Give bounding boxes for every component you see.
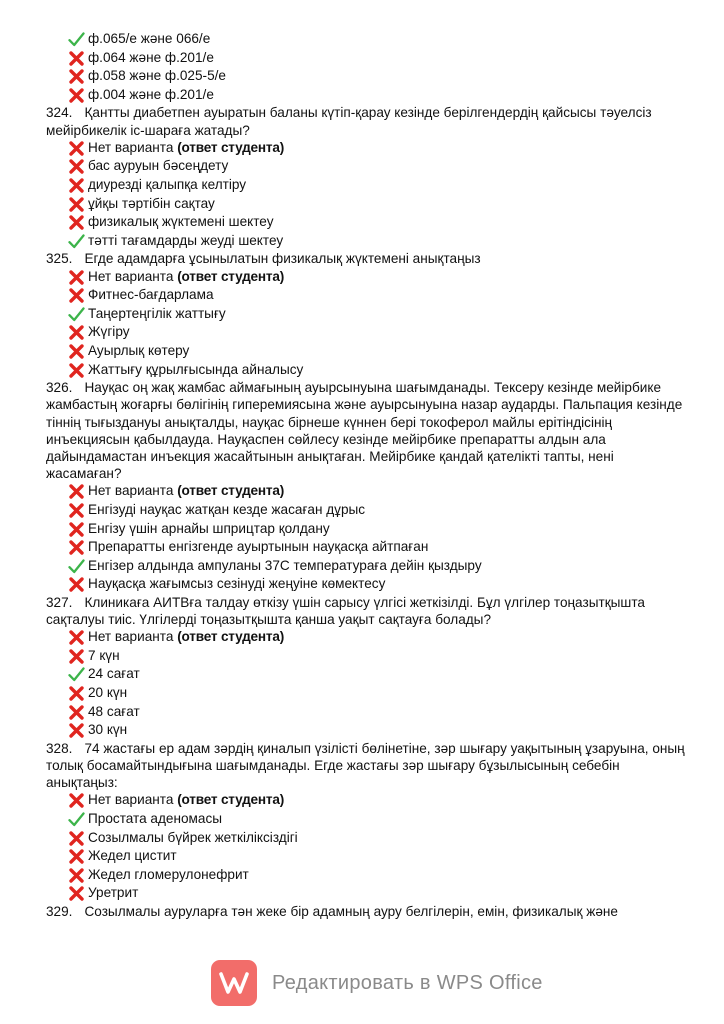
cross-icon	[68, 885, 85, 902]
answer-option-label: Енгізу үшін арнайы шприцтар қолдану	[88, 520, 330, 536]
question-number: 329.	[46, 904, 73, 920]
cross-icon	[68, 196, 85, 213]
answer-option-label: диурезді қалыпқа келтіру	[88, 176, 247, 192]
student-answer-tag: (ответ студента)	[177, 268, 285, 284]
cross-icon	[68, 362, 85, 379]
answer-option	[46, 49, 686, 68]
checkmark-icon	[68, 306, 85, 323]
answer-option-label: Жедел гломерулонефрит	[88, 866, 249, 882]
answer-option-label: Нет варианта	[88, 629, 174, 645]
answer-option	[46, 67, 686, 86]
question-body: Науқас оң жақ жамбас аймағының ауырсынуына шағымданады. Тексеру кезінде мейірбике жамбастың жоғарғы бөлігінің гиперемиясына және ауырсынуына назар аударды. Пальпация кезінде тіннің тығыздануы анықталды, науқас бірнеше күннен бері токоферол майлы ерітіндісінің инъекциясын қабылдауда. Науқаспен сөйлесу кезінде мейірбике препаратты алдын ала дайындамастан инъекция жасайтынын анықтаған. Мейірбике қандай қателікті тапты, нені жасамаған?	[46, 380, 683, 482]
answer-option-label: Науқасқа жағымсыз сезінуді жеңуіне көмектесу	[88, 576, 386, 592]
answer-option-label: ф.004 және ф.201/е	[88, 86, 214, 102]
answer-option-label: Уретрит	[88, 885, 139, 901]
answer-option	[46, 810, 686, 829]
cross-icon	[68, 704, 85, 721]
question-number: 324.	[46, 105, 73, 121]
question-text	[46, 250, 686, 267]
answer-option	[46, 520, 686, 539]
answer-option-label: Енгізер алдында ампуланы 37С температураға дейін қыздыру	[88, 557, 482, 573]
answer-option	[46, 323, 686, 342]
answer-option	[46, 305, 686, 324]
answer-option-label: 7 күн	[88, 647, 120, 663]
question-body: Қантты диабетпен ауыратын баланы күтіп-қарау кезінде берілгендердің қайсысы тәуелсіз мейірбикелік іс-шараға жатады?	[46, 105, 652, 138]
answer-option	[46, 703, 686, 722]
cross-icon	[68, 539, 85, 556]
question-text	[46, 740, 686, 792]
edit-in-wps-banner[interactable]	[211, 960, 543, 1006]
answer-option	[46, 482, 686, 501]
answer-option-label: физикалық жүктемені шектеу	[88, 214, 274, 230]
student-answer-tag: (ответ студента)	[177, 483, 285, 499]
answer-option-label: Фитнес-бағдарлама	[88, 287, 214, 303]
answer-option	[46, 361, 686, 380]
cross-icon	[68, 324, 85, 341]
answer-option-label: Нет варианта	[88, 483, 174, 499]
answer-option-label: Препаратты енгізгенде ауыртынын науқасқа айтпаған	[88, 539, 429, 555]
answer-option-label: 20 күн	[88, 685, 128, 701]
answer-option-label: Жаттығу құрылғысында айналысу	[88, 361, 304, 377]
answer-option-label: Таңертеңгілік жаттығу	[88, 305, 226, 321]
answer-option	[46, 232, 686, 251]
answer-option-label: 24 сағат	[88, 666, 140, 682]
answer-option-label: ф.065/е және 066/е	[88, 31, 211, 46]
answer-option-label: бас ауруын бәсеңдету	[88, 158, 229, 174]
cross-icon	[68, 867, 85, 884]
answer-option	[46, 538, 686, 557]
question-text	[46, 104, 686, 138]
answer-option	[46, 628, 686, 647]
answer-option	[46, 213, 686, 232]
question-number: 326.	[46, 380, 73, 396]
checkmark-icon	[68, 666, 85, 683]
answer-option-label: Нет варианта	[88, 139, 174, 155]
answer-option	[46, 684, 686, 703]
answer-option	[46, 268, 686, 287]
edit-in-wps-label[interactable]: Редактировать в WPS Office	[272, 971, 543, 994]
wps-office-logo-icon	[211, 960, 257, 1006]
question-body: Егде адамдарға ұсынылатын физикалық жүктемені анықтаңыз	[84, 251, 481, 267]
answer-option-label: Нет варианта	[88, 268, 174, 284]
answer-option	[46, 176, 686, 195]
answer-option	[46, 721, 686, 740]
cross-icon	[68, 848, 85, 865]
cross-icon	[68, 685, 85, 702]
cross-icon	[68, 576, 85, 593]
answer-option-label: Ауырлық көтеру	[88, 342, 190, 358]
question-body: Клиникаға АИТВға талдау өткізу үшін сарысу үлгісі жеткізілді. Бұл үлгілер тоңазытқышта сақталуы тиіс. Үлгілерді тоңазытқышта қанша уақыт сақтауға болады?	[46, 594, 645, 628]
question-number: 328.	[46, 740, 73, 756]
cross-icon	[68, 87, 85, 104]
answer-option-label: тәтті тағамдарды жеуді шектеу	[88, 232, 284, 248]
checkmark-icon	[68, 811, 85, 828]
cross-icon	[68, 648, 85, 665]
student-answer-tag: (ответ студента)	[177, 139, 285, 155]
answer-option	[46, 86, 686, 105]
answer-option	[46, 884, 686, 903]
answer-option	[46, 139, 686, 158]
cross-icon	[68, 177, 85, 194]
answer-option-label: Созылмалы бүйрек жеткіліксіздігі	[88, 829, 298, 845]
answer-option-label: Простата аденомасы	[88, 811, 223, 827]
answer-option-label: 30 күн	[88, 722, 128, 738]
answer-option-label: Енгізуді науқас жатқан кезде жасаған дұрыс	[88, 501, 366, 517]
question-body: 74 жастағы ер адам зәрдің қиналып үзілісті бөлінетіне, зәр шығару уақытының ұзаруына, оның толық босамайтындығына шағымданады. Егде жастағы зәр шығару бұзылысының себебін анықтаңыз:	[46, 740, 685, 791]
question-text	[46, 903, 686, 920]
cross-icon	[68, 158, 85, 175]
cross-icon	[68, 214, 85, 231]
answer-option-label: ұйқы тәртібін сақтау	[88, 195, 215, 211]
cross-icon	[68, 68, 85, 85]
cross-icon	[68, 502, 85, 519]
answer-option	[46, 829, 686, 848]
answer-option-label: ф.058 және ф.025-5/е	[88, 68, 226, 84]
answer-option-label: Жедел цистит	[88, 848, 177, 864]
answer-option-label: 48 сағат	[88, 703, 140, 719]
student-answer-tag: (ответ студента)	[177, 792, 285, 808]
answer-option	[46, 575, 686, 594]
cross-icon	[68, 343, 85, 360]
answer-option	[46, 847, 686, 866]
cross-icon	[68, 287, 85, 304]
question-body: Созылмалы ауруларға тән жеке бір адамның ауру белгілерін, емін, физикалық және	[84, 904, 618, 920]
answer-option	[46, 30, 686, 49]
answer-option	[46, 286, 686, 305]
answer-option-label: Нет варианта	[88, 792, 174, 808]
cross-icon	[68, 269, 85, 286]
question-number: 325.	[46, 251, 73, 267]
question-text	[46, 594, 686, 628]
student-answer-tag: (ответ студента)	[177, 629, 285, 645]
checkmark-icon	[68, 558, 85, 575]
answer-option	[46, 791, 686, 810]
answer-option	[46, 665, 686, 684]
cross-icon	[68, 830, 85, 847]
checkmark-icon	[68, 233, 85, 250]
answer-option	[46, 647, 686, 666]
answer-option	[46, 501, 686, 520]
question-text	[46, 379, 686, 482]
cross-icon	[68, 50, 85, 67]
cross-icon	[68, 629, 85, 646]
cross-icon	[68, 140, 85, 157]
answer-option-label: Жүгіру	[88, 324, 130, 340]
quiz-document	[46, 30, 686, 920]
answer-option	[46, 866, 686, 885]
cross-icon	[68, 792, 85, 809]
answer-option	[46, 557, 686, 576]
answer-option	[46, 195, 686, 214]
answer-option	[46, 157, 686, 176]
cross-icon	[68, 521, 85, 538]
cross-icon	[68, 722, 85, 739]
checkmark-icon	[68, 31, 85, 48]
answer-option	[46, 342, 686, 361]
answer-option-label: ф.064 және ф.201/е	[88, 49, 214, 65]
cross-icon	[68, 483, 85, 500]
question-number: 327.	[46, 594, 73, 610]
